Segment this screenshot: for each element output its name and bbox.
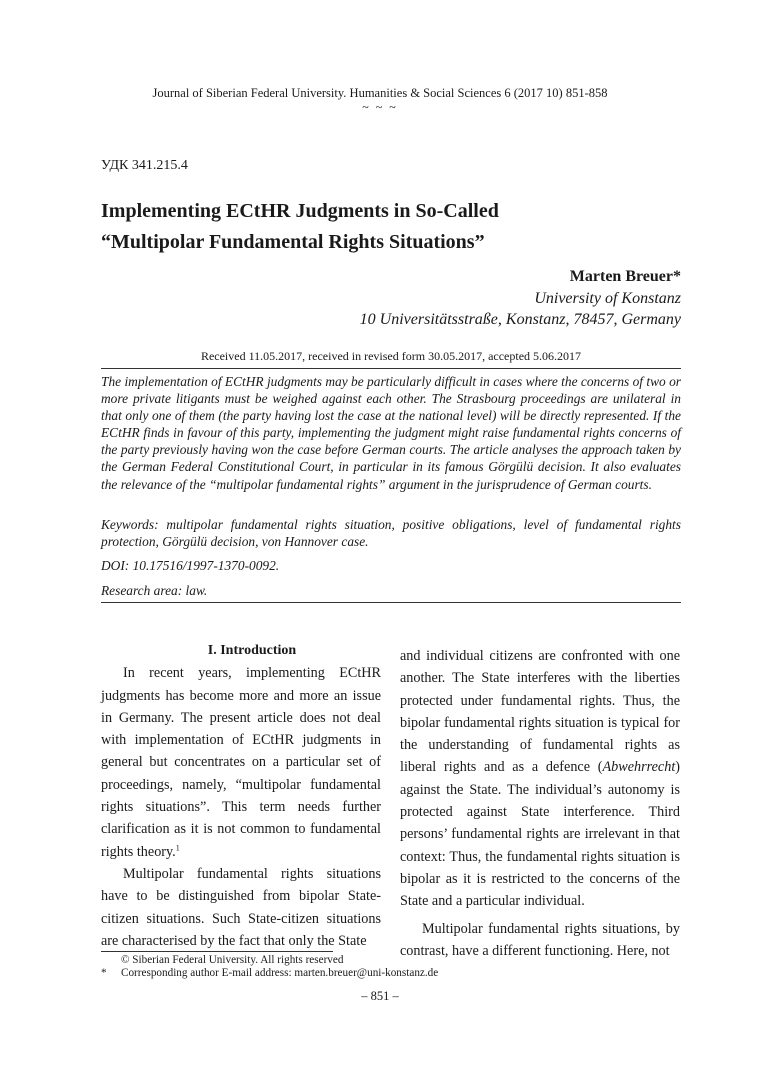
footnote-rule — [101, 951, 333, 952]
footnote-ref-1[interactable]: 1 — [175, 842, 180, 852]
doi: DOI: 10.17516/1997-1370-0092. — [101, 558, 280, 573]
body-left-column — [101, 640, 381, 952]
abstract-text: The implementation of ECtHR judgments may be particularly difficult in cases where the concerns of two or more private litigants must be weighed against each other. The Strasbourg proceedings are unilateral in that only one of them (the party having lost the case at the national level) will be directly represented. If the ECtHR finds in favour of this party, implementing the judgment might raise fundamental rights concerns of the party previously having won the case before German courts. The article analyses the approach taken by the German Federal Constitutional Court, in particular in its famous Görgülü decision. It also evaluates the relevance of the “multipolar fundamental rights” argument in the jurisprudence of German courts. — [101, 374, 681, 492]
author-name: Marten Breuer* — [569, 268, 681, 285]
abstract-bottom-rule — [101, 602, 681, 603]
intro-paragraph-1-text: In recent years, implementing ECtHR judgments has become more and more an issue in Germany. The present article does not deal with implementation of ECtHR judgments in general but concentrates on a particular set of proceedings, namely, “multipolar fundamental rights situations”. This term needs further clarification as it is not common to fundamental rights theory. — [101, 665, 381, 860]
intro-paragraph-1 — [101, 662, 381, 863]
affiliation-university: University of Konstanz — [534, 290, 681, 307]
intro-paragraph-3 — [400, 645, 680, 913]
abstract-top-rule — [101, 368, 681, 369]
journal-header: Journal of Siberian Federal University. Humanities & Social Sciences 6 (2017 10) 851-858 — [152, 86, 608, 100]
intro-paragraph-4: Multipolar fundamental rights situations, by contrast, have a different functioning. Here, not — [400, 920, 680, 959]
intro-paragraph-3-text-a: and individual citizens are confronted with one another. The State interferes with the liberties protected under fundamental rights. Thus, the bipolar fundamental rights situation is typical for the understanding of fundamental rights as liberal rights and as a defence ( — [400, 648, 680, 776]
corresponding-email[interactable]: Corresponding author E-mail address: marten.breuer@uni-konstanz.de — [121, 967, 439, 979]
intro-paragraph-3-text-b: ) against the State. The individual’s autonomy is protected against State interference. Third persons’ fundamental rights are irrelevant in that context: Thus, the fundamental rights situation is bipolar as it is restricted to the concerns of the State and a particular individual. — [400, 759, 680, 910]
footnote-corresponding — [101, 967, 438, 980]
abwehrrecht-term: Abwehrrecht — [602, 759, 676, 776]
author-affiliation — [360, 288, 681, 330]
page-number: – 851 – — [361, 989, 399, 1003]
affiliation-address: 10 Universitätsstraße, Konstanz, 78457, Germany — [359, 311, 681, 328]
header-separator: ~ ~ ~ — [362, 100, 398, 114]
udc-code: УДК 341.215.4 — [101, 158, 188, 173]
received-dates: Received 11.05.2017, received in revised form 30.05.2017, accepted 5.06.2017 — [200, 349, 582, 363]
body-right-column — [400, 645, 680, 962]
title-line-2: “Multipolar Fundamental Rights Situations” — [101, 231, 485, 253]
section-heading: I. Introduction — [207, 643, 297, 658]
article-title — [101, 196, 681, 258]
footnote-copyright: © Siberian Federal University. All rights reserved — [121, 954, 344, 966]
intro-paragraph-2: Multipolar fundamental rights situations have to be distinguished from bipolar State-citizen situations. Such State-citizen situations are characterised by the fact that only the State — [101, 865, 381, 949]
keywords: Keywords: multipolar fundamental rights situation, positive obligations, level of fundamental rights protection, Görgülü decision, von Hannover case. — [101, 517, 681, 550]
title-line-1: Implementing ECtHR Judgments in So-Called — [101, 200, 499, 222]
footnote-mark: * — [101, 967, 107, 979]
research-area: Research area: law. — [101, 583, 208, 598]
